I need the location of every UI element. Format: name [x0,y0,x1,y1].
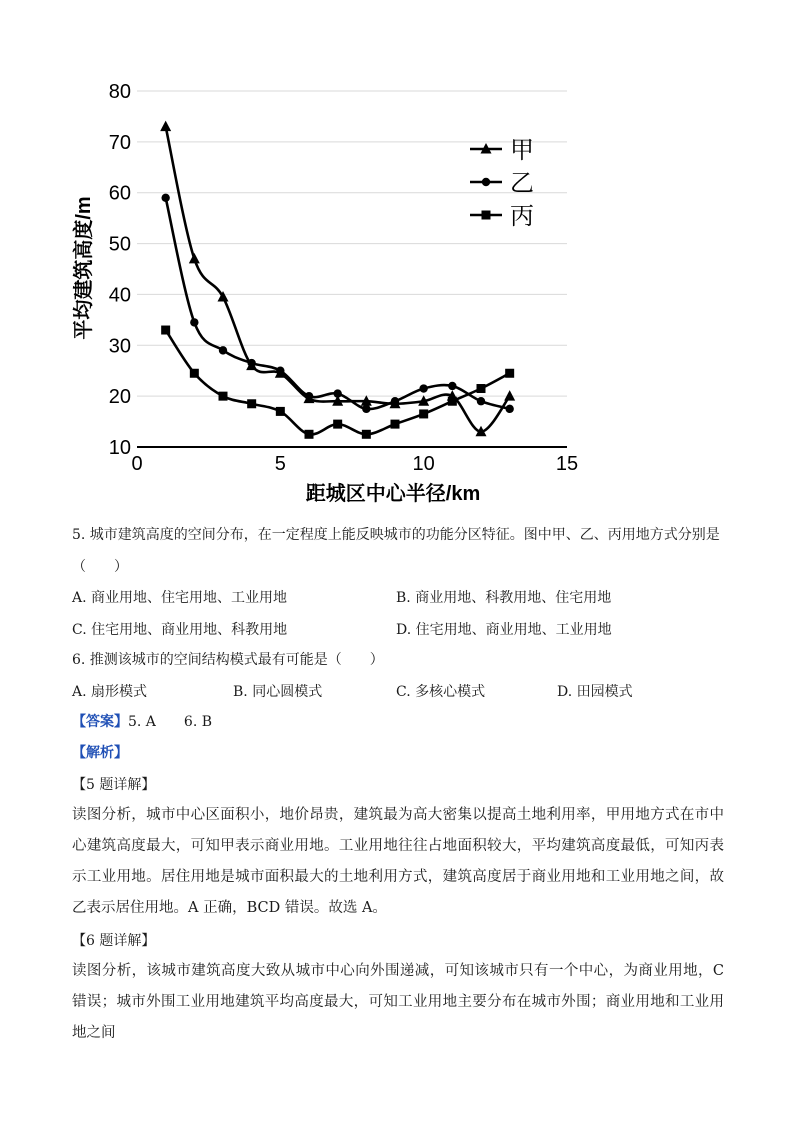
detail-5-text: 读图分析，城市中心区面积小，地价昂贵，建筑最为高大密集以提高土地利用率，甲用地方式在市中心建筑高度最大，可知甲表示商业用地。工业用地往往占地面积较大，平均建筑高度最低，可知丙表示工业用地。居住用地是城市面积最大的土地利用方式，建筑高度居于商业用地和工业用地之间，故乙表示居住用地。A 正确，BCD 错误。故选 A。 [72,807,724,916]
series-3 [161,326,514,439]
data-point [305,392,313,400]
analysis-tag: 【解析】 [72,745,128,761]
legend-entry [470,203,534,230]
data-point [161,194,169,202]
legend [470,137,534,230]
data-point [477,384,486,393]
y-tick-label: 70 [108,131,131,154]
data-point [190,318,198,326]
q5-option-c[interactable]: C. 住宅用地、商业用地、科教用地 [72,622,288,638]
data-point [333,389,341,397]
y-tick-label: 80 [108,81,131,103]
data-point [419,409,428,418]
data-point [477,397,485,405]
data-point [362,405,370,413]
data-point [247,359,255,367]
x-tick-label: 5 [274,453,286,475]
q6-option-a[interactable]: A. 扇形模式 [72,684,148,700]
y-tick-label: 20 [108,386,131,409]
data-point [247,399,256,408]
answer-line [72,712,734,732]
legend-marker [482,178,490,186]
y-tick-label: 60 [108,182,131,205]
analysis-line [72,743,734,763]
answer-blank: （ ） [72,559,128,575]
x-axis-label: 距城区中心半径/km [305,483,481,505]
data-point [505,369,514,378]
q6-option-c[interactable]: C. 多核心模式 [396,684,486,700]
data-point [160,121,171,132]
data-point [391,397,399,405]
gridlines [137,91,567,396]
y-tick-label: 30 [108,335,131,358]
x-tick-label: 15 [555,453,579,475]
series-line [166,198,510,409]
series-group [160,121,515,439]
series-line [166,127,510,432]
detail-6-text: 读图分析，该城市建筑高度大致从城市中心向外围递减，可知该城市只有一个中心，为商业用地，C 错误；城市外围工业用地建筑平均高度最大，可知工业用地主要分布在城市外围；商业用地和工业用地之间 [72,963,724,1041]
answer-tag: 【答案】 [72,714,128,730]
data-point [505,405,513,413]
answer-text: 5. A 6. B [128,714,213,730]
data-point [362,430,371,439]
tick-labels [109,81,578,475]
question-5-blank [72,557,734,577]
q6-option-d[interactable]: D. 田园模式 [557,684,633,700]
y-axis-label: 平均建筑高度/m [73,196,95,340]
legend-marker [482,211,491,220]
data-point [504,390,515,401]
data-point [219,392,228,401]
y-tick-label: 40 [108,284,131,307]
data-point [448,382,456,390]
q6-option-b[interactable]: B. 同心圆模式 [233,684,323,700]
data-point [189,253,200,263]
x-tick-label: 10 [412,453,435,475]
data-point [219,346,227,354]
question-5-stem: 5. 城市建筑高度的空间分布，在一定程度上能反映城市的功能分区特征。图中甲、乙、丙用地方式分别是 [72,527,720,543]
q5-option-d[interactable]: D. 住宅用地、商业用地、工业用地 [396,622,612,638]
legend-label: 甲 [510,137,534,164]
x-tick-label: 0 [131,453,143,475]
question-6-stem: 6. 推测该城市的空间结构模式最有可能是（ ） [72,652,384,668]
question-5 [72,525,734,545]
legend-label: 乙 [510,170,534,197]
y-tick-label: 10 [108,437,131,459]
question-6 [72,650,734,670]
data-point [161,326,170,335]
data-point [448,397,457,406]
series-2 [161,194,513,413]
q5-option-b[interactable]: B. 商业用地、科教用地、住宅用地 [396,590,612,606]
building-height-chart [60,70,600,520]
q5-option-a[interactable]: A. 商业用地、住宅用地、工业用地 [72,590,288,606]
data-point [333,420,342,429]
detail-6-title: 【6 题详解】 [72,933,156,949]
data-point [190,369,199,378]
data-point [276,407,285,416]
y-tick-label: 50 [108,233,131,256]
data-point [276,367,284,375]
detail-5-title: 【5 题详解】 [72,777,156,793]
data-point [391,420,400,429]
data-point [305,430,314,439]
legend-entry [470,137,534,164]
legend-label: 丙 [510,203,534,230]
data-point [419,384,427,392]
